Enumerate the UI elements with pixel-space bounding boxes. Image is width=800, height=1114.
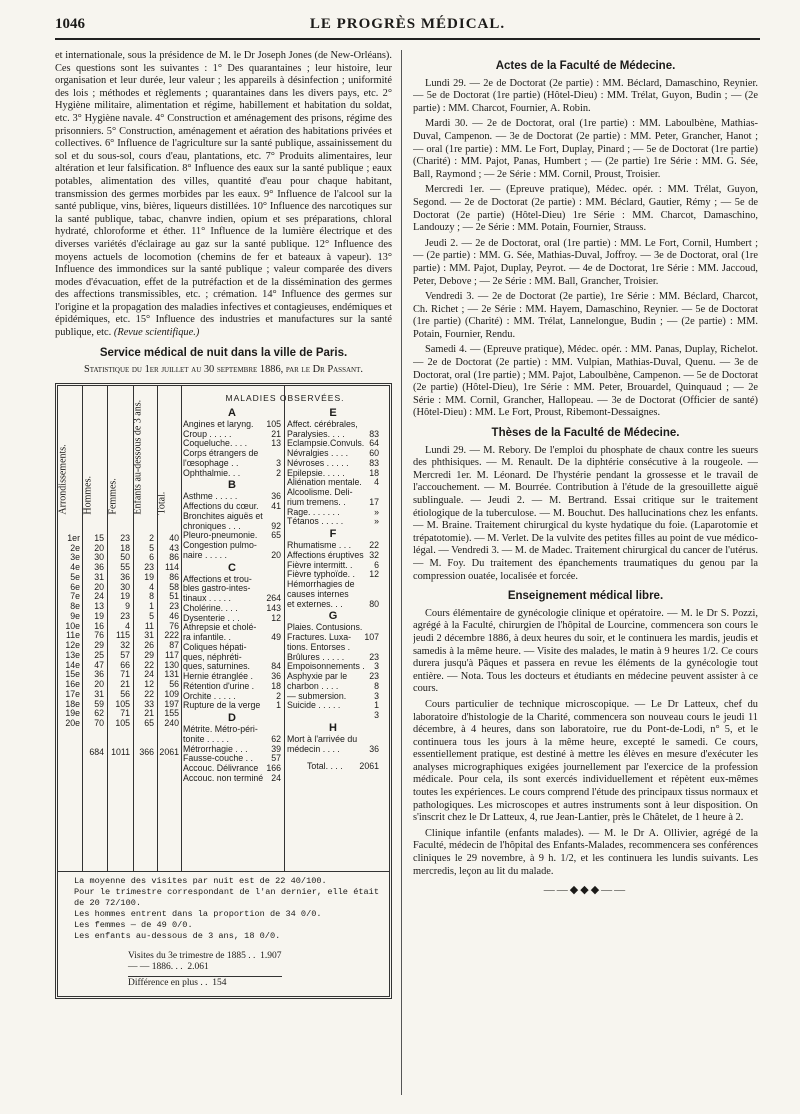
hommes-cell: 13 bbox=[94, 601, 104, 612]
arrondissement-cell: 7e bbox=[70, 591, 80, 602]
total-cell: 43 bbox=[169, 542, 179, 553]
hommes-cell: 20 bbox=[94, 679, 104, 690]
disease-label: Dysenterie . . . bbox=[183, 612, 240, 623]
enfants-cell: 21 bbox=[144, 708, 154, 719]
disease-count: 20 bbox=[271, 549, 281, 560]
total-cell: 109 bbox=[164, 688, 179, 699]
disease-count: 80 bbox=[369, 598, 379, 609]
femmes-cell: 9 bbox=[125, 601, 130, 612]
disease-count: 2 bbox=[276, 467, 281, 478]
disease-count: 13 bbox=[271, 438, 281, 449]
disease-row bbox=[287, 517, 379, 527]
statistics-grid bbox=[58, 386, 389, 872]
disease-label: Mort à l'arrivée du bbox=[287, 733, 358, 744]
service-title: Service médical de nuit dans la ville de Paris. bbox=[99, 346, 348, 359]
disease-category: G bbox=[328, 610, 338, 623]
disease-label: Asthme . . . . . bbox=[183, 491, 238, 502]
statistics-note: Les femmes — de 49 0/0. bbox=[74, 919, 193, 930]
disease-label: Affect. cérébrales, bbox=[287, 418, 358, 429]
diseases-list-left bbox=[183, 406, 281, 784]
total-cell: 87 bbox=[169, 640, 179, 651]
enfants-cell: 26 bbox=[144, 640, 154, 651]
disease-label: Congestion pulmo- bbox=[183, 540, 257, 551]
total-cell: 76 bbox=[169, 620, 179, 631]
femmes-cell: 4 bbox=[125, 620, 130, 631]
arrondissement-column bbox=[60, 534, 80, 729]
disease-label: Brûlures . . . . . bbox=[287, 651, 345, 662]
disease-row bbox=[287, 600, 379, 610]
femmes-cell: 36 bbox=[120, 571, 130, 582]
disease-count: » bbox=[374, 516, 379, 527]
acte-paragraph: Samedi 4. — (Epreuve pratique), Médec. opér. : MM. Panas, Duplay, Richelot. — 2e de Doctorat (2e partie) : MM. Vulpian, Mathias-Duval, Quenu. — 3e de Doctorat, oral (1re partie) ; MM. Pajot, Laboulbène, Campenon. — 5e de Doctorat (2e partie) (Hôtel-Dieu), 1re Série : MM. Peter, Brouardel, Quinquaud ; — 2e Série : MM. Cornil, Grancher, Hallopeau. — 3e de Doctorat (Officier de santé) (Hôtel-Dieu) : MM. Le Fort, Proust, Ribemont-Dessaignes. bbox=[413, 344, 758, 419]
enfants-cell: 24 bbox=[144, 669, 154, 680]
total-cell: 23 bbox=[169, 601, 179, 612]
disease-count: 3 bbox=[374, 661, 379, 672]
femmes-cell: 71 bbox=[120, 708, 130, 719]
disease-label: Asphyxie par le bbox=[287, 671, 348, 682]
femmes-cell: 115 bbox=[115, 630, 130, 641]
femmes-cell: 19 bbox=[120, 591, 130, 602]
total-cell: 130 bbox=[164, 659, 179, 670]
enfants-cell: 29 bbox=[144, 649, 154, 660]
disease-category: D bbox=[228, 712, 236, 725]
disease-label: Rupture de la verge bbox=[183, 700, 261, 711]
femmes-cell: 71 bbox=[120, 669, 130, 680]
statistics-table bbox=[55, 383, 392, 999]
disease-count: 36 bbox=[271, 491, 281, 502]
column-divider bbox=[401, 50, 402, 1095]
arrondissement-cell: 20e bbox=[65, 718, 80, 729]
total-cell: 86 bbox=[169, 571, 179, 582]
arrondissement-cell: 5e bbox=[70, 571, 80, 582]
disease-count: 24 bbox=[271, 772, 281, 783]
disease-count: 3 bbox=[374, 710, 379, 721]
arrondissement-cell: 18e bbox=[65, 698, 80, 709]
disease-label: chroniques . . . bbox=[183, 520, 241, 531]
disease-count: 83 bbox=[369, 428, 379, 439]
disease-label: Croup . . . . . bbox=[183, 428, 232, 439]
page-header bbox=[55, 14, 760, 40]
total-cell: 131 bbox=[164, 669, 179, 680]
disease-count: 21 bbox=[271, 428, 281, 439]
enfants-cell: 6 bbox=[149, 552, 154, 563]
disease-row bbox=[183, 551, 281, 561]
enfants-cell: 4 bbox=[149, 581, 154, 592]
disease-label: Empoisonnements . bbox=[287, 661, 365, 672]
hommes-cell: 62 bbox=[94, 708, 104, 719]
statistics-notes bbox=[74, 876, 379, 942]
grand-total-row bbox=[287, 762, 379, 772]
disease-count: 105 bbox=[266, 418, 281, 429]
visits-1886-value: 2.061 bbox=[187, 962, 209, 973]
statistics-note: Les hommes entrent dans la proportion de 34 0/0. bbox=[74, 908, 322, 919]
disease-label: Aliénation mentale. bbox=[287, 477, 362, 488]
arrondissement-cell: 14e bbox=[65, 659, 80, 670]
disease-count: 12 bbox=[271, 612, 281, 623]
total-column bbox=[158, 534, 179, 758]
disease-count: 65 bbox=[271, 530, 281, 541]
total-cell: 197 bbox=[164, 698, 179, 709]
disease-count: 166 bbox=[266, 763, 281, 774]
disease-count: 32 bbox=[369, 549, 379, 560]
enfants-cell: 1 bbox=[149, 601, 154, 612]
disease-count: 8 bbox=[374, 680, 379, 691]
disease-count: 92 bbox=[271, 520, 281, 531]
femmes-cell: 66 bbox=[120, 659, 130, 670]
header-hommes: Hommes. bbox=[82, 386, 108, 521]
femmes-cell: 105 bbox=[115, 718, 130, 729]
grand-total-label: Total. . . . bbox=[307, 761, 343, 772]
total-cell: 2061 bbox=[159, 747, 179, 758]
hommes-cell: 684 bbox=[89, 747, 104, 758]
disease-label: Accouc. Délivrance bbox=[183, 763, 259, 774]
total-cell: 51 bbox=[169, 591, 179, 602]
disease-label: Névroses . . . . . bbox=[287, 457, 349, 468]
hommes-cell: 25 bbox=[94, 649, 104, 660]
hommes-cell: 20 bbox=[94, 581, 104, 592]
actes-title: Actes de la Faculté de Médecine. bbox=[495, 60, 676, 72]
arrondissement-cell: 13e bbox=[65, 649, 80, 660]
disease-count: 57 bbox=[271, 753, 281, 764]
disease-count: 36 bbox=[271, 671, 281, 682]
disease-label: Pleuro-pneumonie. bbox=[183, 530, 258, 541]
diseases-list-right bbox=[287, 406, 379, 772]
femmes-cell: 105 bbox=[115, 698, 130, 709]
intro-source: (Revue scientifique.) bbox=[113, 327, 200, 339]
disease-row bbox=[183, 701, 281, 711]
disease-count: 23 bbox=[369, 651, 379, 662]
arrondissement-cell: 8e bbox=[70, 601, 80, 612]
disease-count: 18 bbox=[271, 680, 281, 691]
disease-count: 49 bbox=[271, 632, 281, 643]
disease-label: Fièvre typhoïde. . bbox=[287, 569, 355, 580]
disease-count: » bbox=[374, 506, 379, 517]
disease-count: 84 bbox=[271, 661, 281, 672]
disease-count: 4 bbox=[374, 477, 379, 488]
arrondissement-cell: 11e bbox=[65, 630, 80, 641]
disease-category: E bbox=[329, 406, 337, 419]
total-cell: 86 bbox=[169, 552, 179, 563]
disease-label: Ophthalmie. . . bbox=[183, 467, 241, 478]
header-enfants: Enfants au-dessous de 3 ans. bbox=[133, 386, 158, 521]
arrondissement-cell: 15e bbox=[65, 669, 80, 680]
arrondissement-cell: 3e bbox=[70, 552, 80, 563]
total-cell: 46 bbox=[169, 610, 179, 621]
enfants-cell: 23 bbox=[144, 562, 154, 573]
left-column bbox=[55, 50, 392, 1090]
disease-count: 1 bbox=[374, 700, 379, 711]
disease-count: 6 bbox=[374, 559, 379, 570]
hommes-cell: 31 bbox=[94, 688, 104, 699]
disease-label: rium tremens. . bbox=[287, 496, 346, 507]
arrondissement-cell: 12e bbox=[65, 640, 80, 651]
total-cell: 114 bbox=[164, 562, 179, 573]
disease-count: 264 bbox=[266, 593, 281, 604]
disease-label: Epilepsie. . . . . bbox=[287, 467, 345, 478]
arrondissement-cell: 19e bbox=[65, 708, 80, 719]
disease-category: A bbox=[228, 406, 236, 419]
femmes-cell: 55 bbox=[120, 562, 130, 573]
disease-label: Plaies. Contusions. bbox=[287, 622, 363, 633]
disease-label: Fièvre intermitt. . bbox=[287, 559, 353, 570]
visits-1885-label: Visites du 3e trimestre de 1885 . . bbox=[128, 950, 256, 961]
disease-label: Eclampsie.Convuls. bbox=[287, 438, 365, 449]
maladies-title: MALADIES OBSERVÉES. bbox=[225, 392, 345, 403]
hommes-cell: 15 bbox=[94, 532, 104, 543]
disease-category: C bbox=[228, 561, 236, 574]
enfants-cell: 19 bbox=[144, 571, 154, 582]
disease-label: Tétanos . . . . . bbox=[287, 516, 344, 527]
disease-count: 2 bbox=[276, 690, 281, 701]
disease-label: l'œsophage . . bbox=[183, 457, 239, 468]
end-ornament: ——◆◆◆—— bbox=[543, 884, 628, 897]
enseignement-title: Enseignement médical libre. bbox=[507, 590, 664, 603]
hommes-cell bbox=[83, 729, 104, 739]
enfants-column bbox=[134, 534, 154, 758]
disease-count: 3 bbox=[374, 690, 379, 701]
disease-label: Rage. . . . . . . bbox=[287, 506, 340, 517]
disease-count: 62 bbox=[271, 733, 281, 744]
total-cell: 58 bbox=[169, 581, 179, 592]
acte-paragraph: Mercredi 1er. — (Epreuve pratique), Médec. opér. : MM. Trélat, Guyon, Segond. — 2e de Doctorat (2e partie) : MM. Béclard, Gautier, Rémy ; — 5e de Doctorat (2e partie) (Hôtel-Dieu) 1re Série : MM. Charcot, Damaschino, Landouzy ; — 2e Série : MM. Potain, Fournier, Strauss. bbox=[413, 184, 758, 234]
femmes-cell: 23 bbox=[120, 610, 130, 621]
hommes-cell: 76 bbox=[94, 630, 104, 641]
arrondissement-cell: 2e bbox=[70, 542, 80, 553]
hommes-cell: 24 bbox=[94, 591, 104, 602]
enfants-cell: 5 bbox=[149, 542, 154, 553]
disease-row bbox=[183, 774, 281, 784]
disease-label: ques, saturnines. bbox=[183, 661, 250, 672]
disease-label: Suicide . . . . . bbox=[287, 700, 341, 711]
femmes-column bbox=[108, 534, 130, 758]
hommes-cell: 19 bbox=[94, 610, 104, 621]
femmes-cell: 1011 bbox=[111, 747, 130, 758]
disease-label: Hémorrhagies de bbox=[287, 579, 355, 590]
enfants-cell: 11 bbox=[144, 620, 154, 631]
disease-label: Orchite . . . . . bbox=[183, 690, 236, 701]
enseignement-paragraph: Clinique infantile (enfants malades). — M. le Dr A. Ollivier, agrégé de la Faculté, médecin de l'hôpital des Enfants-Malades, recommencera ses conférences cliniques le 29 novembre, à 9 h. 1/2, et les continuera les lundis suivants. Les mercredis, leçon au lit du malade. bbox=[413, 827, 758, 877]
acte-paragraph: Lundi 29. — 2e de Doctorat (2e partie) : MM. Béclard, Damaschino, Reynier. — 5e de Doctorat (1re partie) (Hôtel-Dieu) : MM. Trélat, Guyon, Budin ; — (2e partie) : MM. Charcot, Fournier, A. Robin. bbox=[413, 77, 758, 114]
disease-label: Corps étrangers de bbox=[183, 448, 259, 459]
disease-label: bles gastro-intes- bbox=[183, 583, 251, 594]
visits-1886-label: — — 1886. . . bbox=[128, 962, 183, 973]
total-cell: 222 bbox=[164, 630, 179, 641]
journal-title: LE PROGRÈS MÉDICAL. bbox=[309, 16, 506, 32]
theses-paragraph: Lundi 29. — M. Rebory. De l'emploi du phosphate de chaux contre les sueurs des phthisiques. — M. Renault. De la diphtérie consécutive à la rougeole. — Mercredi 1er. M. Léonard. De l'hystérie pendant la grossesse et le travail de l'accouchement. — M. Bourrée. Contribution à l'étude de la gresouillette aiguë sublinguale. — Jeudi 2. — M. Bertrand. Essai critique sur le traitement étiologique de la tuberculose. — M. Bouchut. Des hallucinations chez les enfants. — M. Braine. Traitement chirurgical du kyste hydatique du foie. (Laparotomie et trépatotomie). — M. Verlet. De la vulvite des petites filles au point de vue médico-légal. — Vendredi 3. — M. de Madec. Traitement chirurgical du cancer de l'utérus. — M. Foy. Du traitement des épanchements traumatiques du genou par la compression ouatée, localisée et forcée. bbox=[413, 444, 758, 582]
statistics-note: Les enfants au-dessous de 3 ans, 18 0/0. bbox=[74, 930, 281, 941]
total-cell: 40 bbox=[169, 532, 179, 543]
enfants-cell: 22 bbox=[144, 659, 154, 670]
disease-label: — submersion. bbox=[287, 690, 347, 701]
disease-label: et externes. . . bbox=[287, 598, 343, 609]
hommes-cell: 30 bbox=[94, 552, 104, 563]
disease-row bbox=[287, 711, 379, 721]
disease-label: ra infantile. . bbox=[183, 632, 231, 643]
arrondissement-cell: 6e bbox=[70, 581, 80, 592]
disease-count: 143 bbox=[266, 602, 281, 613]
femmes-cell: 21 bbox=[120, 679, 130, 690]
disease-category: F bbox=[329, 528, 337, 541]
enseignement-paragraph: Cours particulier de technique microscopique. — Le Dr Latteux, chef du laboratoire d'histologie de la Charité, commencera son nouveau cours le jeudi 11 décembre, à 4 heures, dans son laboratoire, rue du Pont-de-Lodi, n° 5, et le continuera tous les jours à la même heure, excepté le samedi. Ce cours, essentiellement pratique, est destiné à mettre les élèves en mesure d'exécuter les analyses micrographiques exigées journellement par l'exercice de la profession médicale. Pour cela, ils sont exercés individuellement et répètent eux-mêmes toutes les expériences. Le cours comprend l'étude des principaux tissus normaux et pathologiques. Les microscopes et autres instruments sont à leur disposition. On s'inscrit chez le Dr Latteux, 4, rue Jean-Lantier, près le Châtelet, de 1 heure à 2. bbox=[413, 698, 758, 824]
visits-1885-value: 1.907 bbox=[260, 950, 282, 961]
disease-label: Fausse-couche . . bbox=[183, 753, 253, 764]
header-total: Total. bbox=[157, 386, 182, 521]
disease-label: Accouc. non terminé bbox=[183, 772, 264, 783]
theses-title: Thèses de la Faculté de Médecine. bbox=[491, 427, 680, 440]
disease-label: naire . . . . . bbox=[183, 549, 228, 560]
visits-diff-label: Différence en plus . . bbox=[128, 977, 208, 988]
enseignement-list bbox=[413, 608, 758, 878]
disease-count: 39 bbox=[271, 743, 281, 754]
hommes-cell: 36 bbox=[94, 669, 104, 680]
femmes-cell: 18 bbox=[120, 542, 130, 553]
enfants-cell: 8 bbox=[149, 591, 154, 602]
disease-label: Fractures. Luxa- bbox=[287, 632, 352, 643]
disease-label: Affections et trou- bbox=[183, 573, 252, 584]
total-cell: 117 bbox=[164, 649, 179, 660]
disease-count: 22 bbox=[369, 540, 379, 551]
disease-label: charbon . . . . bbox=[287, 680, 339, 691]
hommes-column bbox=[83, 534, 104, 758]
arrondissement-cell: 17e bbox=[65, 688, 80, 699]
hommes-cell: 31 bbox=[94, 571, 104, 582]
disease-category: H bbox=[329, 721, 337, 734]
disease-count: 1 bbox=[276, 700, 281, 711]
acte-paragraph: Mardi 30. — 2e de Doctorat, oral (1re partie) : MM. Laboulbène, Mathias-Duval, Campenon. — 3e de Doctorat (2e partie) : MM. Peter, Grancher, Hanot ; — oral (1re partie) : MM. Le Fort, Duplay, Pinard ; — 5e de Doctorat (1re partie) (Charité) : MM. Pajot, Panas, Humbert ; — (2e partie) 1re Série : MM. G. Sée, Ball, Raymond ; — 2e Série : MM. Cornil, Proust, Troisier. bbox=[413, 118, 758, 180]
header-femmes: Femmes. bbox=[107, 386, 134, 521]
enfants-cell: 33 bbox=[144, 698, 154, 709]
disease-label: tions. Entorses . bbox=[287, 641, 351, 652]
disease-count: 83 bbox=[369, 457, 379, 468]
disease-count: 18 bbox=[369, 467, 379, 478]
femmes-cell: 50 bbox=[120, 552, 130, 563]
total-cell: 155 bbox=[164, 708, 179, 719]
disease-count: 3 bbox=[276, 457, 281, 468]
intro-paragraph: et internationale, sous la présidence de M. le Dr Joseph Jones (de New-Orléans). Ces questions sont les suivantes : 1° Des quarantaines ; leur histoire, leur organisation et leur durée, leur valeur ; les appareils à désinfection ; uniformité des lois ; méthodes et règlements ; quarantaines dans les divers pays, etc. 2° Hygiène militaire, alimentation et régime, habillement et habitation du soldat, etc. 3° Hygiène navale. 4° Construction et aménagement des prisons, régime des prisonniers. 5° Construction, aménagement et aération des habitations privées et collectives. 6° Influence de l'agriculture sur la santé publique, assainissement du sol et du sous-sol, cours d'eau, plantations, etc. 7° Produits alimentaires, leur altération et leur falsification. 8° Influence des eaux sur la santé publique ; eaux potables, alimentation des villes, quantité d'eau pour chaque habitant, transmission des germes morbides par les eaux. 9° Influence de l'alcool sur la santé publique, vins, bières, liqueurs distillées. 10° Influence des narcotiques sur la santé publique, tabac, chanvre indien, opium et ses préparations, chloral hydraté, chloroforme et éther. 11° Influence de la lumière électrique et des diverses variétés d'éclairage au gaz sur la santé publique. 12° Influence des moyens actuels de locomotion (chemins de fer et bateaux à vapeur). 13° Influence des immondices sur la santé publique ; valeur comparée des divers modes d'évacuation, effet de la putréfaction et de la dissémination des germes des affections transmissibles, etc. ; crémation. 14° Influence des germes sur l'origine et la propagation des maladies infectives et contagieuses, endémiques et épidémiques, etc. 15° Influence des industries et manufactures sur la santé publique, etc. (Revue scientifique.) bbox=[55, 50, 392, 339]
disease-label: Athrepsie et cholé- bbox=[183, 622, 257, 633]
statistics-note: La moyenne des visites par nuit est de 22 40/100. bbox=[74, 875, 327, 886]
arrondissement-cell: 4e bbox=[70, 562, 80, 573]
disease-label: Bronchites aiguës et bbox=[183, 510, 263, 521]
hommes-cell: 36 bbox=[94, 562, 104, 573]
hommes-cell: 16 bbox=[94, 620, 104, 631]
disease-label: Alcoolisme. Deli- bbox=[287, 487, 353, 498]
visits-diff-value: 154 bbox=[212, 977, 227, 988]
disease-category: B bbox=[228, 479, 236, 492]
arrondissement-cell: 10e bbox=[65, 620, 80, 631]
visits-comparison bbox=[128, 951, 282, 990]
hommes-cell: 59 bbox=[94, 698, 104, 709]
disease-label: Névralgies . . . . bbox=[287, 448, 349, 459]
femmes-cell bbox=[108, 729, 130, 739]
total-cell: 240 bbox=[164, 718, 179, 729]
hommes-cell: 29 bbox=[94, 640, 104, 651]
page-number: 1046 bbox=[55, 16, 85, 32]
enfants-cell: 65 bbox=[144, 718, 154, 729]
disease-label: causes internes bbox=[287, 588, 349, 599]
enseignement-paragraph: Cours élémentaire de gynécologie clinique et opératoire. — M. le Dr S. Pozzi, agrégé à la Faculté, chirurgien de l'hôpital de Lourcine, commencera son cours le jeudi 2 décembre 1886, à deux heures du soir, et le continuera les mardis, jeudis et samedis à la même heure. — Visite des malades, le matin à 9 heures 1/2. Ce cours durera jusqu'à Pâques et passera en revue les éléments de la gynécologie tout entière. — Nota. Tous les docteurs et étudiants en médecine peuvent assister à ce cours. bbox=[413, 607, 758, 695]
disease-label: Paralysies. . . . bbox=[287, 428, 345, 439]
header-arrondissements: Arrondissements. bbox=[58, 386, 83, 521]
disease-count: 64 bbox=[369, 438, 379, 449]
arrondissement-cell: 1er bbox=[67, 532, 80, 543]
femmes-cell: 23 bbox=[120, 532, 130, 543]
disease-label: médecin . . . . bbox=[287, 743, 340, 754]
arrondissement-cell: 16e bbox=[65, 679, 80, 690]
disease-label: Rétention d'urine . bbox=[183, 680, 255, 691]
disease-label: Coqueluche. . . . bbox=[183, 438, 248, 449]
enfants-cell: 5 bbox=[149, 610, 154, 621]
disease-row bbox=[287, 701, 379, 711]
enfants-cell: 12 bbox=[144, 679, 154, 690]
disease-label: Affections éruptives bbox=[287, 549, 364, 560]
service-subtitle: Statistique du 1er juillet au 30 septembre 1886, par le Dr Passant. bbox=[84, 364, 363, 376]
disease-label: Affections du cœur. bbox=[183, 501, 259, 512]
femmes-cell: 32 bbox=[120, 640, 130, 651]
disease-label: tinaux . . . . . bbox=[183, 593, 231, 604]
actes-list bbox=[413, 78, 758, 420]
disease-label: tonite . . . . . bbox=[183, 733, 229, 744]
grand-total-value: 2061 bbox=[359, 761, 379, 772]
disease-label: Angines et laryng. bbox=[183, 418, 254, 429]
disease-row bbox=[183, 469, 281, 479]
enfants-cell: 366 bbox=[139, 747, 154, 758]
hommes-cell: 20 bbox=[94, 542, 104, 553]
disease-label: Cholérine. . . . bbox=[183, 602, 238, 613]
disease-count: 23 bbox=[369, 671, 379, 682]
disease-label: Rhumatisme . . . bbox=[287, 540, 352, 551]
enfants-cell bbox=[134, 729, 154, 739]
arrondissement-cell: 9e bbox=[70, 610, 80, 621]
disease-count: 41 bbox=[271, 501, 281, 512]
disease-label: Métrite. Métro-péri- bbox=[183, 724, 258, 735]
enfants-cell: 2 bbox=[149, 532, 154, 543]
disease-count: 107 bbox=[364, 632, 379, 643]
total-cell: 56 bbox=[169, 679, 179, 690]
disease-label: Coliques hépati- bbox=[183, 641, 247, 652]
total-cell bbox=[158, 729, 179, 739]
disease-count: 36 bbox=[369, 743, 379, 754]
femmes-cell: 56 bbox=[120, 688, 130, 699]
disease-row bbox=[287, 745, 379, 755]
disease-count: 12 bbox=[369, 569, 379, 580]
femmes-cell: 57 bbox=[120, 649, 130, 660]
disease-count: 17 bbox=[369, 496, 379, 507]
disease-label: Métrorrhagie . . . bbox=[183, 743, 248, 754]
disease-label: ques, néphréti- bbox=[183, 651, 242, 662]
femmes-cell: 30 bbox=[120, 581, 130, 592]
enfants-cell: 22 bbox=[144, 688, 154, 699]
disease-count: 60 bbox=[369, 448, 379, 459]
disease-label: Hernie étranglée . bbox=[183, 671, 253, 682]
enfants-cell: 31 bbox=[144, 630, 154, 641]
right-column bbox=[413, 50, 758, 1090]
acte-paragraph: Vendredi 3. — 2e de Doctorat (2e partie), 1re Série : MM. Béclard, Charcot, Ch. Richet ; — 2e Série : MM. Hayem, Damaschino, Reynier. — 5e de Doctorat (1re partie) (Charité) : MM. Trélat, Lannelongue, Budin ; — (2e partie) : MM. Potain, Fournier, Rendu. bbox=[413, 291, 758, 340]
hommes-cell: 70 bbox=[94, 718, 104, 729]
hommes-cell: 47 bbox=[94, 659, 104, 670]
acte-paragraph: Jeudi 2. — 2e de Doctorat, oral (1re partie) : MM. Le Fort, Cornil, Humbert ; — (2e partie) : MM. G. Sée, Mathias-Duval, Joffroy. — 3e de Doctorat, oral (1re partie) : MM. Pajot, Duplay, Peyrot. — 4e de Doctorat, 1re Série : MM. Jaccoud, Peter, Debove ; — 2e Série : MM. Ball, Grancher, Troisier. bbox=[413, 237, 758, 287]
statistics-note: Pour le trimestre correspondant de l'an dernier, elle était de 20 72/100. bbox=[74, 886, 379, 908]
